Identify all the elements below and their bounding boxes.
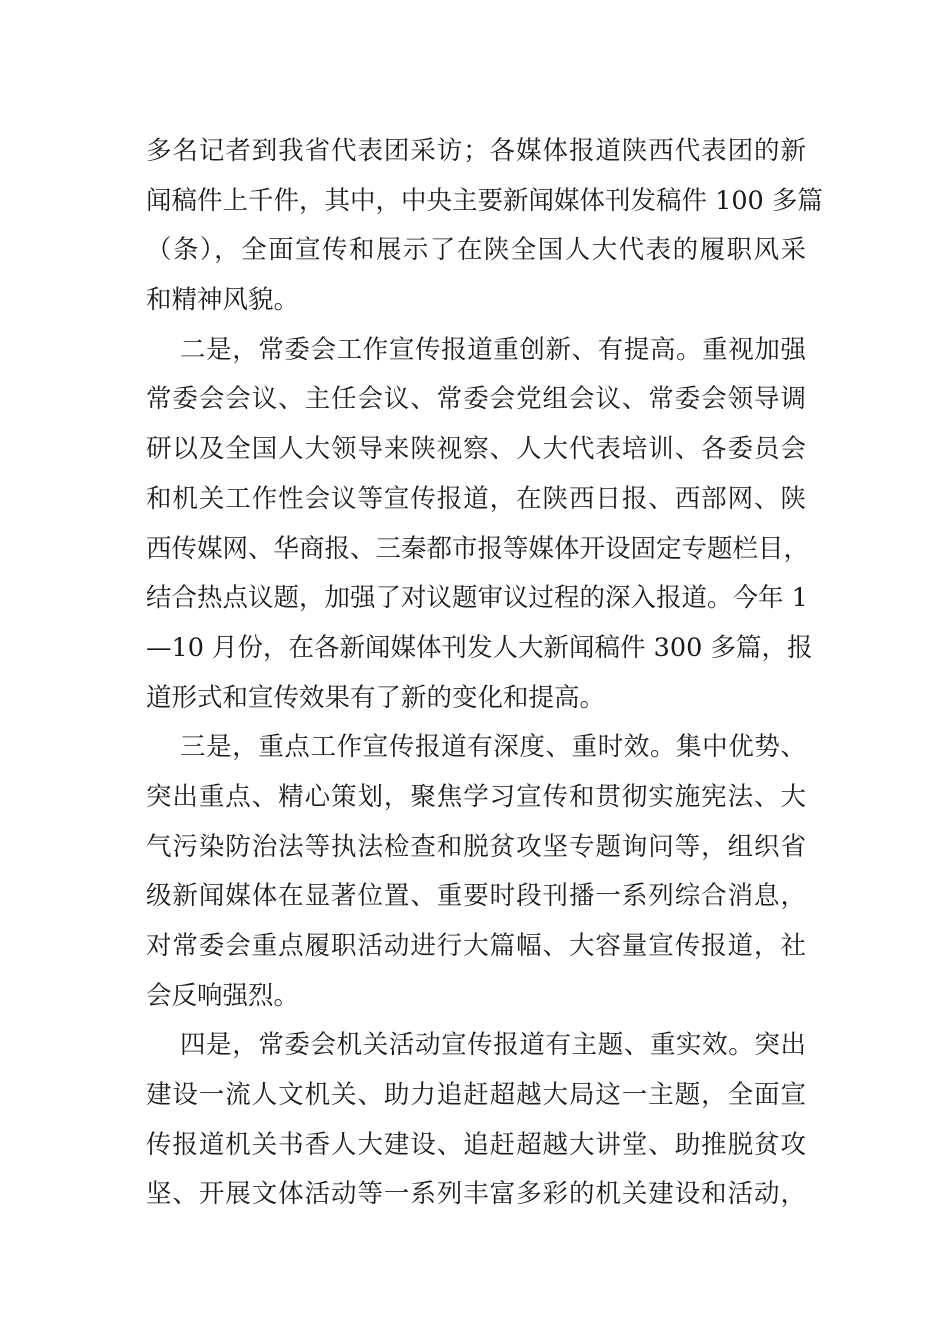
text-line: 坚、开展文体活动等一系列丰富多彩的机关建设和活动， [146, 1179, 806, 1210]
text-line: 传报道机关书香人大建设、追赶超越大讲堂、助推脱贫攻 [146, 1129, 806, 1160]
text-line: 研以及全国人大领导来陕视察、人大代表培训、各委员会 [146, 434, 806, 465]
text-line: 西传媒网、华商报、三秦都市报等媒体开设固定专题栏目， [146, 533, 810, 564]
body-text [146, 127, 823, 1220]
text-line: （条），全面宣传和展示了在陕全国人大代表的履职风采 [146, 235, 806, 266]
text-line: 多名记者到我省代表团采访；各媒体报道陕西代表团的新 [146, 136, 806, 166]
paragraph-first-line: 三是，重点工作宣传报道有深度、重时效。集中优势、 [180, 732, 806, 763]
text-line: 会反响强烈。 [146, 980, 300, 1011]
text-line: 气污染防治法等执法检查和脱贫攻坚专题询问等，组织省 [146, 831, 806, 862]
text-line: 对常委会重点履职活动进行大篇幅、大容量宣传报道，社 [146, 931, 806, 961]
text-line: 和机关工作性会议等宣传报道，在陕西日报、西部网、陕 [146, 483, 806, 514]
text-line: 道形式和宣传效果有了新的变化和提高。 [146, 682, 606, 713]
paragraph-first-line: 四是，常委会机关活动宣传报道有主题、重实效。突出 [180, 1030, 806, 1061]
paragraph-first-line: 二是，常委会工作宣传报道重创新、有提高。重视加强 [180, 334, 806, 365]
text-line: 建设一流人文机关、助力追赶超越大局这一主题，全面宣 [146, 1080, 806, 1111]
text-line: 突出重点、精心策划，聚焦学习宣传和贯彻实施宪法、大 [146, 781, 806, 812]
text-line: 级新闻媒体在显著位置、重要时段刊播一系列综合消息， [146, 881, 806, 912]
text-line: 和精神风貌。 [146, 285, 300, 316]
text-line: —10 月份，在各新闻媒体刊发人大新闻稿件 300 多篇，报 [146, 632, 813, 663]
text-line: 结合热点议题，加强了对议题审议过程的深入报道。今年 1 [146, 583, 808, 614]
text-line: 常委会会议、主任会议、常委会党组会议、常委会领导调 [146, 384, 806, 415]
text-line: 闻稿件上千件，其中，中央主要新闻媒体刊发稿件 100 多篇 [146, 185, 823, 216]
